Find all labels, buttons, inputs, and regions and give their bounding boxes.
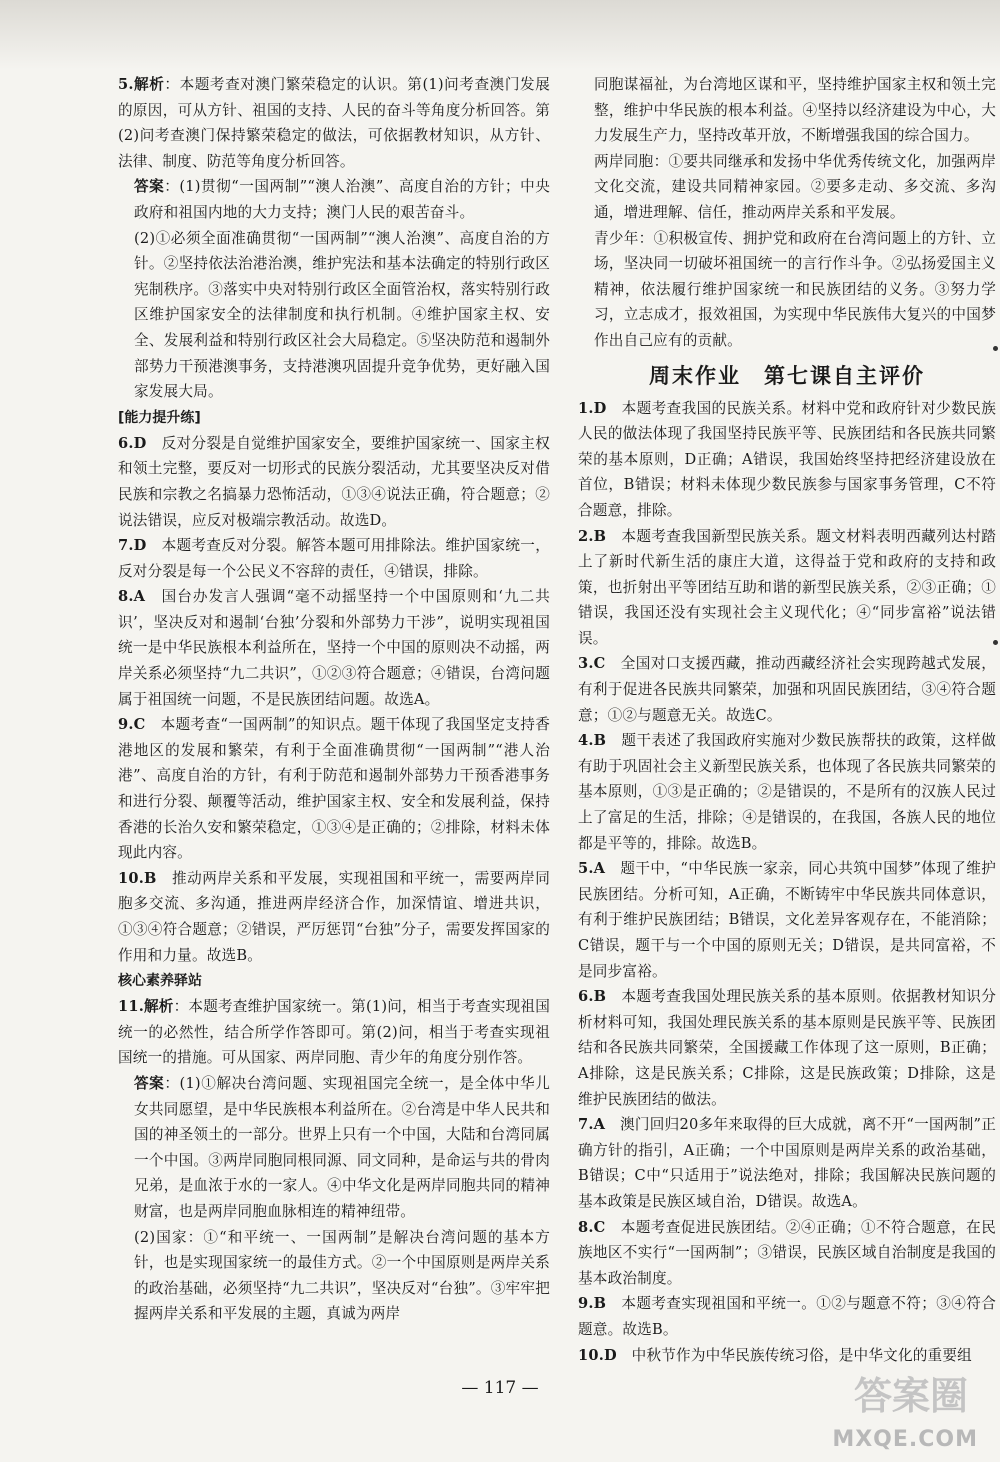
item-number: 6.D [118, 434, 147, 452]
watermark-url: MXQE.COM [832, 1427, 978, 1452]
answer-item [118, 584, 550, 712]
item-number: 11. [118, 998, 144, 1016]
answer-item [578, 984, 996, 1112]
answer-item [578, 524, 996, 652]
scan-dot [993, 640, 998, 645]
item-text: 中秋节作为中华民族传统习俗，是中华文化的重要组 [616, 1346, 972, 1364]
scan-dot [993, 346, 998, 351]
answer-item [118, 533, 550, 584]
item-text: 题干表述了我国政府实施对少数民族帮扶的政策，这样做有助于巩固社会主义新型民族关系，也体现了各民族共同繁荣的基本原则，①③是正确的；②是错误的，不是所有的汉族人民过上了富足的生活，排除；④是错误的，在我国，各族人民的地位都是平等的，排除。故选B。 [578, 732, 996, 852]
item-number: 7.A [578, 1116, 606, 1134]
answer-item [118, 72, 550, 174]
page-number: — 117 — [461, 1378, 539, 1398]
answer-paragraph [118, 174, 550, 225]
item-text: (2)国家：①“和平统一、一国两制”是解决台湾问题的基本方针，也是实现国家统一的最佳方式。②一个中国原则是两岸关系的政治基础，必须坚持“九二共识”，坚决反对“台独”。③牢牢把握两岸关系和平发展的主题，真诚为两岸 [134, 1228, 550, 1323]
section-heading: 周末作业 第七课自主评价 [649, 363, 925, 388]
item-text: ：本题考查对澳门繁荣稳定的认识。第(1)问考查澳门发展的原因，可从方针、祖国的支持、人民的奋斗等角度分析回答。第(2)问考查澳门保持繁荣稳定的做法，可依据教材知识，从方针、法律、制度、防范等角度分析回答。 [118, 76, 550, 170]
answer-item [578, 728, 996, 856]
item-number: 6.B [578, 988, 607, 1006]
item-text: ：(1)①解决台湾问题、实现祖国完全统一，是全体中华儿女共同愿望，是中华民族根本利益所在。②台湾是中华人民共和国的神圣领土的一部分。世界上只有一个中国，大陆和台湾同属一个中国。③两岸同胞同根同源、同文同种，是命运与共的骨肉兄弟，是血浓于水的一家人。④中华文化是两岸同胞共同的精神财富，也是两岸同胞血脉相连的精神纽带。 [134, 1074, 551, 1220]
answer-item [118, 994, 550, 1071]
right-column [578, 72, 996, 1368]
section-label: 核心素养驿站 [118, 973, 202, 990]
item-number: 1.D [578, 399, 607, 417]
answer-item [578, 1291, 996, 1342]
item-text: 全国对口支援西藏，推动西藏经济社会实现跨越式发展，有利于促进各民族共同繁荣，加强和巩固民族团结，③④符合题意；①②与题意无关。故选C。 [578, 655, 996, 724]
item-label: 答案 [134, 1074, 165, 1092]
watermark [802, 1366, 992, 1456]
answer-paragraph [578, 226, 996, 354]
item-text: 同胞谋福祉，为台湾地区谋和平，坚持维护国家主权和领土完整，维护中华民族的根本利益。④坚持以经济建设为中心，大力发展生产力，坚持改革开放，不断增强我国的综合国力。 [594, 76, 996, 145]
answer-item [118, 712, 550, 866]
item-text: 本题考查我国处理民族关系的基本原则。依据教材知识分析材料可知，我国处理民族关系的基本原则是民族平等、民族团结和各民族共同繁荣，全国援藏工作体现了这一原则，B正确；A排除，这是民族关系；C排除，这是民族政策；D排除，这是维护民族团结的做法。 [578, 988, 996, 1108]
item-text: 两岸同胞：①要共同继承和发扬中华优秀传统文化，加强两岸文化交流，建设共同精神家园。②要多走动、多交流、多沟通，增进理解、信任，推动两岸关系和平发展。 [594, 152, 996, 221]
left-column [118, 72, 550, 1327]
item-text: 国台办发言人强调“毫不动摇坚持一个中国原则和‘九二共识’，坚决反对和遏制‘台独’分裂和外部势力干涉”，说明实现祖国统一是中华民族根本利益所在，坚持一个中国的原则决不动摇，两岸关系必须坚持“九二共识”，①②③符合题意；④错误，台湾问题属于祖国统一问题，不是民族团结问题。故选A。 [118, 588, 550, 708]
answer-item [118, 866, 550, 968]
item-number: 2.B [578, 527, 607, 545]
item-number: 10.B [118, 869, 157, 887]
item-text: (2)①必须全面准确贯彻“一国两制”“澳人治澳”、高度自治的方针。②坚持依法治港治澳，维护宪法和基本法确定的特别行政区宪制秩序。③落实中央对特别行政区全面管治权，落实特别行政区维护国家安全的法律制度和执行机制。④维护国家主权、安全、发展利益和特别行政区社会大局稳定。⑤坚决防范和遏制外部势力干预港澳事务，支持港澳巩固提升竞争优势，更好融入国家发展大局。 [134, 229, 550, 401]
item-number: 5. [118, 76, 134, 93]
answer-paragraph [118, 1071, 550, 1225]
answer-item [578, 1215, 996, 1292]
item-text: 本题考查“一国两制”的知识点。题干体现了我国坚定支持香港地区的发展和繁荣，有利于全面准确贯彻“一国两制”“港人治港”、高度自治的方针，有利于防范和遏制外部势力干预香港事务和进行分裂、颠覆等活动，维护国家主权、安全和发展利益，保持香港的长治久安和繁荣稳定，①③④是正确的；②排除，材料未体现此内容。 [118, 716, 550, 862]
answer-item [578, 651, 996, 728]
answer-item [578, 1112, 996, 1214]
item-text: 本题考查促进民族团结。②④正确；①不符合题意，在民族地区不实行“一国两制”；③错误，民族区域自治制度是我国的基本政治制度。 [578, 1218, 996, 1287]
item-text: 本题考查我国新型民族关系。题文材料表明西藏列达村踏上了新时代新生活的康庄大道，这得益于党和政府的支持和政策，也折射出平等团结互助和谐的新型民族关系，②③正确；①错误，我国还没有实现社会主义现代化；④“同步富裕”说法错误。 [578, 527, 996, 647]
item-text: 题干中，“中华民族一家亲，同心共筑中国梦”体现了维护民族团结。分析可知，A正确，不断铸牢中华民族共同体意识，有利于维护民族团结；B错误，文化差异客观存在，不能消除；C错误，题干与一个中国的原则无关；D错误，是共同富裕，不是同步富裕。 [578, 860, 996, 980]
answer-item [118, 431, 550, 533]
answer-item [578, 396, 996, 524]
watermark-logo: 答案圈 [853, 1374, 968, 1418]
scan-shadow [0, 0, 1000, 70]
item-text: ：本题考查维护国家统一。第(1)问，相当于考查实现祖国统一的必然性，结合所学作答即可。第(2)问，相当于考查实现祖国统一的措施。可从国家、两岸同胞、青少年的角度分别作答。 [118, 998, 551, 1067]
item-text: 本题考查反对分裂。解答本题可用排除法。维护国家统一，反对分裂是每一个公民义不容辞的责任，④错误，排除。 [118, 537, 550, 580]
item-label: 解析 [133, 76, 165, 93]
item-text: ：(1)贯彻“一国两制”“澳人治澳”、高度自治的方针；中央政府和祖国内地的大力支持；澳门人民的艰苦奋斗。 [134, 178, 550, 221]
answer-paragraph [578, 72, 996, 149]
item-text: 反对分裂是自觉维护国家安全，要维护国家统一、国家主权和领土完整，要反对一切形式的民族分裂活动，尤其要坚决反对借民族和宗教之名搞暴力恐怖活动，①③④说法正确，符合题意；②说法错误，应反对极端宗教活动。故选D。 [118, 434, 550, 529]
item-number: 8.C [578, 1218, 606, 1236]
answer-paragraph [118, 226, 550, 405]
answer-paragraph [118, 1225, 550, 1327]
item-text: 本题考查实现祖国和平统一。①②与题意不符；③④符合题意。故选B。 [578, 1295, 996, 1338]
item-number: 7.D [118, 537, 147, 555]
item-number: 3.C [578, 655, 606, 673]
item-text: 推动两岸关系和平发展，实现祖国和平统一，需要两岸同胞多交流、多沟通，推进两岸经济合作，加深情谊、增进共识，①③④符合题意；②错误，严厉惩罚“台独”分子，需要发挥国家的作用和力量。故选B。 [118, 869, 550, 964]
item-number: 9.C [118, 716, 146, 734]
item-text: 澳门回归20多年来取得的巨大成就，离不开“一国两制”正确方针的指引，A正确；一个中国原则是两岸关系的政治基础，B错误；C中“只适用于”说法绝对，排除；我国解决民族问题的基本政策是民族区域自治，D错误。故选A。 [578, 1116, 996, 1210]
item-number: 9.B [578, 1295, 607, 1313]
answer-item [578, 856, 996, 984]
item-number: 4.B [578, 732, 607, 750]
item-text: 本题考查我国的民族关系。材料中党和政府针对少数民族人民的做法体现了我国坚持民族平等、民族团结和各民族共同繁荣的基本原则，D正确；A错误，我国始终坚持把经济建设放在首位，B错误；材料未体现少数民族参与国家事务管理，C不符合题意，排除。 [578, 399, 996, 519]
item-number: 5.A [578, 860, 606, 878]
item-number: 8.A [118, 588, 146, 606]
item-label: 解析 [144, 998, 174, 1016]
item-label: 答案 [134, 178, 165, 196]
item-number: 10.D [578, 1346, 617, 1364]
answer-paragraph [578, 149, 996, 226]
item-text: 青少年：①积极宣传、拥护党和政府在台湾问题上的方针、立场，坚决同一切破坏祖国统一的言行作斗争。②弘扬爱国主义精神，依法履行维护国家统一和民族团结的义务。③努力学习，立志成才，报效祖国，为实现中华民族伟大复兴的中国梦作出自己应有的贡献。 [594, 229, 996, 349]
section-label: [能力提升练] [118, 409, 201, 426]
